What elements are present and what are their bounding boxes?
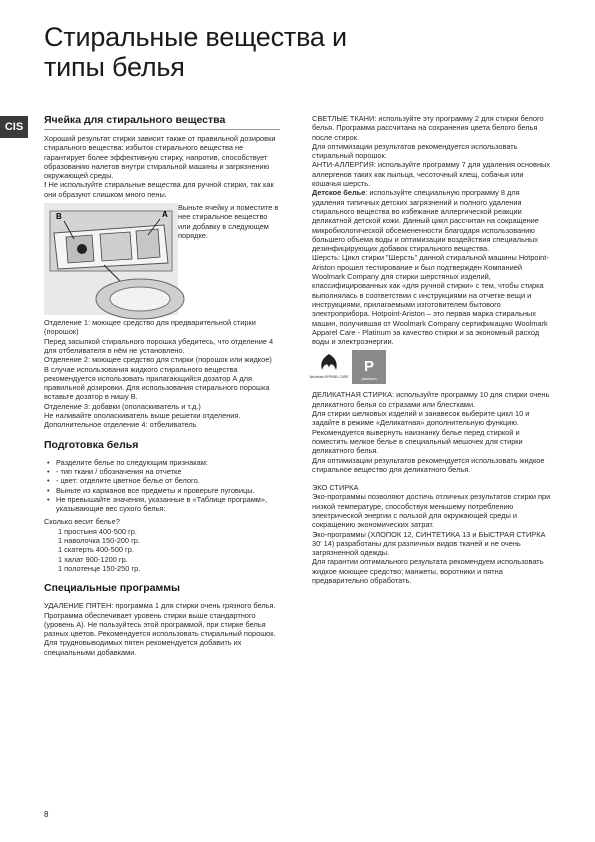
svg-text:platinum: platinum xyxy=(361,376,377,382)
prep-subitem: • - цвет: отделите цветное белье от белого. xyxy=(56,476,280,485)
compartment-3: Отделение 3: добавки (ополаскиватель и т.д.) xyxy=(44,401,201,411)
prep-item: • Разделите белье по следующим признакам: xyxy=(56,458,280,467)
anti-allergy-label: АНТИ-АЛЛЕРГИЯ xyxy=(312,160,374,170)
weights-list xyxy=(44,527,280,573)
woolmark-logo xyxy=(309,350,349,384)
heading-special-programs: Специальные программы xyxy=(44,582,181,595)
title-line-1: Стиральные вещества и xyxy=(44,22,347,52)
prep-item: • Выньте из карманов все предметы и проверьте пуговицы. xyxy=(56,486,280,495)
baby-paragraph xyxy=(312,188,552,253)
paragraph-intro: Хороший результат стирки зависит также от правильной дозировки стирального вещества: избыток стирального вещества не гарантирует более эффективную стирку, напротив, способствует образованию налетов внутри стиральной машины и загрязнению окружающей среды. xyxy=(44,134,276,181)
stain-removal-label: УДАЛЕНИЕ ПЯТЕН xyxy=(44,601,112,611)
page-number: 8 xyxy=(44,810,49,819)
title-line-2: типы белья xyxy=(44,52,185,82)
prep-list xyxy=(44,458,280,514)
whites-text: : используйте эту программу 2 для стирки белого белья. Программа рассчитана на сохранения цвета белого белья после стирок. xyxy=(312,114,544,142)
detergent-drawer-illustration xyxy=(44,203,178,315)
heading-detergent-drawer: Ячейка для стирального вещества xyxy=(44,114,280,130)
drawer-instruction: Выньте ячейку и поместите в нее стиральное вещество или добавку в следующем порядке. xyxy=(178,203,279,240)
svg-text:Woolmark APPAREL CARE: Woolmark APPAREL CARE xyxy=(309,375,349,380)
weight-item: 1 халат 900-1200 гр. xyxy=(58,554,128,564)
compartment-2: Отделение 2: моющее средство для стирки (порошок или жидкое) xyxy=(44,355,272,365)
left-column xyxy=(44,114,280,657)
weight-item: 1 скатерть 400-500 гр. xyxy=(58,545,134,555)
compartment-1: Отделение 1: моющее средство для предварительной стирки (порошок) xyxy=(44,318,256,337)
delicate-paragraph xyxy=(312,390,552,409)
wool-text: : Цикл стирки "Шерсть" данной стиральной машины Hotpoint-Ariston прошел тестирование и был подтвержден Компанией Woolmark Company для стирки шерстяных изделий, классифицированных как «для ручной стирки» с тем, чтобы стирка выполнялась в соответствии с инструкциями на отчетке вещи и инструкциями, прилагаемыми изготовителем бытового электроприбора. Hotpoint-Ariston – это первая марка стиральных машин, получившая от Woolmark Company сертификацию Woolmark Apparel Care - Platinum за качество стирки и за экономный расход воды и электроэнергии. xyxy=(312,253,549,347)
anti-allergy-paragraph xyxy=(312,160,552,188)
compartment-1-note: Перед засыпкой стирального порошка убедитесь, что отделение 4 для отбеливателя в нём не установлено. xyxy=(44,336,274,355)
eco-guarantee-paragraph: Для гарантии оптимального результата рекомендуем использовать жидкое моющее средство; манжеты, воротники и пятна предварительно обработать. xyxy=(312,557,544,586)
weights-title: Сколько весит белье? xyxy=(44,517,120,527)
whites-note: Для оптимизации результатов рекомендуется использовать стиральный порошок. xyxy=(312,141,518,161)
silk-paragraph: Для стирки шелковых изделий и занавесок выберите цикл 10 и задайте в режиме «Деликатная» дополнительную функцию. xyxy=(312,409,530,428)
delicate-note: Для оптимизации результатов рекомендуется использовать жидкое стиральное вещество для деликатного белья. xyxy=(312,455,545,474)
certification-logos xyxy=(309,350,552,384)
delicate-label: ДЕЛИКАТНАЯ СТИРКА xyxy=(312,390,393,400)
delicate-text: : используйте программу 10 для стирки очень деликатного белья со стразами или блестками. xyxy=(312,390,550,409)
compartment-4: Дополнительное отделение 4: отбеливатель xyxy=(44,420,197,430)
baby-text: : используйте специальную программу 8 для удаления типичных детских загрязнений и полного удаления стирального вещества во избежание аллергической реакции деликатной детской кожи. Данный цикл рассчитан на сокращение микробиологической обсемененности благодаря использованию большего объема воды и оптимизации воздействия специальных дезинфицирующих добавок стирального вещества. xyxy=(312,188,539,254)
right-column xyxy=(309,114,552,586)
prep-item: • Не превышайте значения, указанные в «Таблице программ», указывающие вес сухого белья: xyxy=(56,495,280,514)
wool-paragraph xyxy=(312,253,552,346)
drawer-illustration-row xyxy=(44,203,280,315)
svg-text:P: P xyxy=(363,358,375,376)
stain-removal-paragraph xyxy=(44,601,280,657)
heading-laundry-prep: Подготовка белья xyxy=(44,438,139,451)
weight-item: 1 простыня 400-500 гр. xyxy=(58,526,137,536)
compartment-3-note: Не наливайте ополаскиватель выше решетки отделения. xyxy=(44,411,241,421)
page-title xyxy=(44,22,484,82)
wool-label: Шерсть xyxy=(312,253,338,263)
label-b: B xyxy=(56,212,62,222)
weight-item: 1 наволочка 150-200 гр. xyxy=(58,536,140,546)
baby-label: Детское белье xyxy=(312,188,366,198)
whites-paragraph xyxy=(312,114,552,142)
label-a: A xyxy=(162,210,168,220)
reverse-paragraph: Рекомендуется вывернуть наизнанку белье перед стиркой и поместить мелкое белье в специальный мешочек для стирки деликатного белья. xyxy=(312,427,523,456)
prep-subitem: • - тип ткани / обозначения на отчетке xyxy=(56,467,280,476)
platinum-logo xyxy=(352,350,386,384)
paragraph-warning xyxy=(44,180,280,199)
eco-programs-paragraph: Эко-программы (ХЛОПОК 12, СИНТЕТИКА 13 и БЫСТРАЯ СТИРКА 30' 14) разработаны для различных видов тканей и не очень загрязненной одежды. xyxy=(312,529,546,558)
liquid-dispenser-note: В случае использования жидкого стирального вещества рекомендуется использовать прилагающийся дозатор А для правильной дозировки. Для использования стирального порошка вставьте дозатор в нишу В. xyxy=(44,364,270,402)
stain-removal-text: : программа 1 для стирки очень грязного белья. Программа обеспечивает уровень стирки выше стандартного (уровень А). Не пользуйтесь этой программой, при стирке белья разных цветов. Рекомендуется использовать стиральный порошок. Для трудновыводимых пятен рекомендуется добавить их специальными добавками. xyxy=(44,601,276,657)
warning-text: Не используйте стиральные вещества для ручной стирки, так как они образуют слишком много пены. xyxy=(44,180,274,199)
weight-item: 1 полотенце 150-250 гр. xyxy=(58,563,141,573)
warning-mark: ! xyxy=(44,180,49,190)
language-tab: CIS xyxy=(0,116,28,138)
eco-paragraph: Эко-программы позволяют достичь отличных результатов стирки при низкой температуре, способствуя меньшему потреблению электрической энергии с пользой для окружающей среды и сокращению экономических затрат. xyxy=(312,492,551,530)
whites-label: СВЕТЛЫЕ ТКАНИ xyxy=(312,114,375,123)
heading-eco: ЭКО СТИРКА xyxy=(312,483,359,493)
anti-allergy-text: : используйте программу 7 для удаления основных аллергенов таких как пыльца, чесоточный клещ, собачья или кошачья шерсть. xyxy=(312,160,551,189)
